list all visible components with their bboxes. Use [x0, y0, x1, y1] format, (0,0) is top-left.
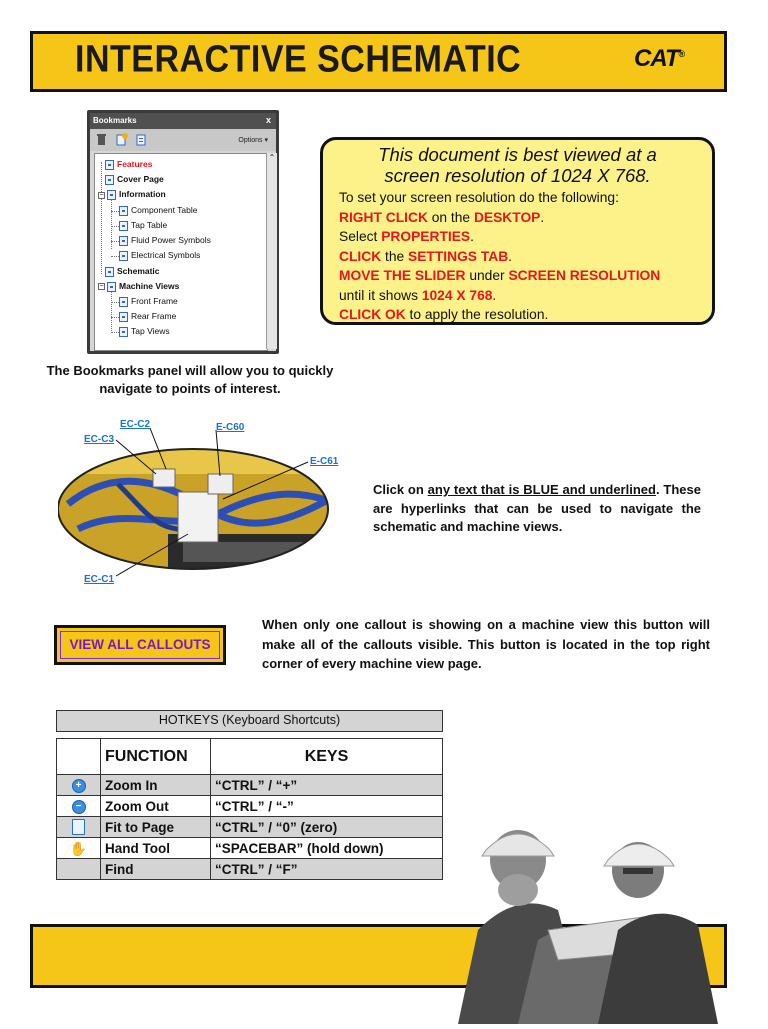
callout-link-ec-c1[interactable]: EC-C1: [84, 574, 115, 585]
bookmarks-scrollbar[interactable]: [266, 153, 277, 349]
callout-link-ec-c3[interactable]: EC-C3: [84, 434, 115, 445]
bookmarks-title: Bookmarks: [93, 116, 137, 125]
bookmark-machine-views[interactable]: Machine Views: [107, 281, 179, 292]
view-all-callouts-label: VIEW ALL CALLOUTS: [60, 631, 220, 659]
options-menu[interactable]: Options ▾: [238, 137, 268, 144]
hotkeys-title: HOTKEYS (Keyboard Shortcuts): [56, 710, 443, 732]
page-icon: [105, 175, 114, 185]
table-header-row: [57, 739, 443, 775]
page-icon: [119, 327, 128, 337]
bookmarks-caption: The Bookmarks panel will allow you to quickly navigate to points of interest.: [46, 363, 334, 396]
workers-photo: [458, 820, 728, 1024]
page-icon: [107, 282, 116, 292]
bookmark-component-table[interactable]: Component Table: [119, 205, 197, 216]
table-row: − Zoom Out “CTRL” / “-”: [57, 796, 443, 817]
bookmarks-titlebar: [90, 113, 276, 129]
hyperlink-explanation: Click on any text that is BLUE and underlined. These are hyperlinks that can be used to navigate the schematic and machine views.: [373, 482, 701, 534]
callout-link-e-c61[interactable]: E-C61: [310, 456, 339, 467]
page-icon: [119, 206, 128, 216]
bookmarks-toolbar: [90, 129, 276, 151]
page-icon: [119, 297, 128, 307]
bookmark-schematic[interactable]: Schematic: [105, 266, 160, 277]
scroll-up-icon[interactable]: ⌃: [268, 153, 276, 162]
page-icon: [119, 221, 128, 231]
zoom-in-icon: +: [72, 779, 86, 793]
page-icon: [119, 236, 128, 246]
resolution-instructions-box: [320, 137, 715, 325]
collapse-icon[interactable]: −: [99, 192, 104, 199]
hand-tool-icon: ✋: [69, 840, 88, 857]
instructions-steps: [339, 188, 709, 325]
page-icon: [107, 190, 116, 200]
bookmark-front-frame[interactable]: Front Frame: [119, 296, 178, 307]
page-title: INTERACTIVE SCHEMATIC: [75, 38, 522, 81]
column-header-function: FUNCTION: [101, 739, 211, 775]
machine-view-image: [58, 414, 358, 594]
bookmark-fluid-power-symbols[interactable]: Fluid Power Symbols: [119, 235, 211, 246]
callout-link-ec-c2[interactable]: EC-C2: [120, 419, 151, 430]
page-icon: [119, 251, 128, 261]
new-bookmark-icon[interactable]: [116, 133, 128, 146]
table-row: + Zoom In “CTRL” / “+”: [57, 775, 443, 796]
instructions-title: This document is best viewed at a screen resolution of 1024 X 768.: [378, 144, 657, 186]
table-row: Find “CTRL” / “F”: [57, 859, 443, 880]
table-row: ✋ Hand Tool “SPACEBAR” (hold down): [57, 838, 443, 859]
step-settings-tab: CLICK the SETTINGS TAB.: [339, 248, 513, 264]
bookmark-information[interactable]: Information: [107, 189, 166, 200]
view-all-callouts-description: When only one callout is showing on a machine view this button will make all of the callouts visible. This button is located in the top right corner of every machine view page.: [262, 617, 710, 671]
workers-illustration: [458, 820, 728, 1024]
page-icon: [105, 160, 114, 170]
bookmark-electrical-symbols[interactable]: Electrical Symbols: [119, 250, 200, 261]
page-icon: [119, 312, 128, 322]
close-icon[interactable]: x: [265, 115, 271, 125]
bookmark-properties-icon[interactable]: [136, 133, 148, 146]
callout-link-e-c60[interactable]: E-C60: [216, 422, 245, 433]
table-row: Fit to Page “CTRL” / “0” (zero): [57, 817, 443, 838]
instructions-intro: To set your screen resolution do the following:: [339, 190, 619, 205]
collapse-icon[interactable]: −: [99, 283, 104, 290]
hotkeys-table: [56, 738, 443, 880]
page-icon: [105, 267, 114, 277]
bookmark-features[interactable]: Features: [105, 159, 152, 170]
step-click-ok: CLICK OK to apply the resolution.: [339, 307, 549, 322]
step-select-properties: Select PROPERTIES.: [339, 229, 474, 244]
bookmark-rear-frame[interactable]: Rear Frame: [119, 311, 176, 322]
cat-logo: CAT®: [634, 45, 685, 72]
view-all-callouts-button[interactable]: [54, 625, 226, 665]
step-resolution-value: until it shows 1024 X 768.: [339, 287, 497, 303]
step-move-slider: MOVE THE SLIDER under SCREEN RESOLUTION: [339, 268, 661, 283]
column-header-keys: KEYS: [211, 739, 443, 775]
bookmarks-panel: [87, 110, 279, 354]
fit-page-icon: [72, 819, 85, 835]
bookmark-tap-views[interactable]: Tap Views: [119, 326, 170, 337]
bookmark-cover-page[interactable]: Cover Page: [105, 174, 164, 185]
zoom-out-icon: −: [72, 800, 86, 814]
step-right-click: RIGHT CLICK on the DESKTOP.: [339, 209, 545, 225]
bookmarks-list: [94, 153, 268, 351]
bookmark-tap-table[interactable]: Tap Table: [119, 220, 167, 231]
trash-icon[interactable]: [96, 133, 108, 146]
